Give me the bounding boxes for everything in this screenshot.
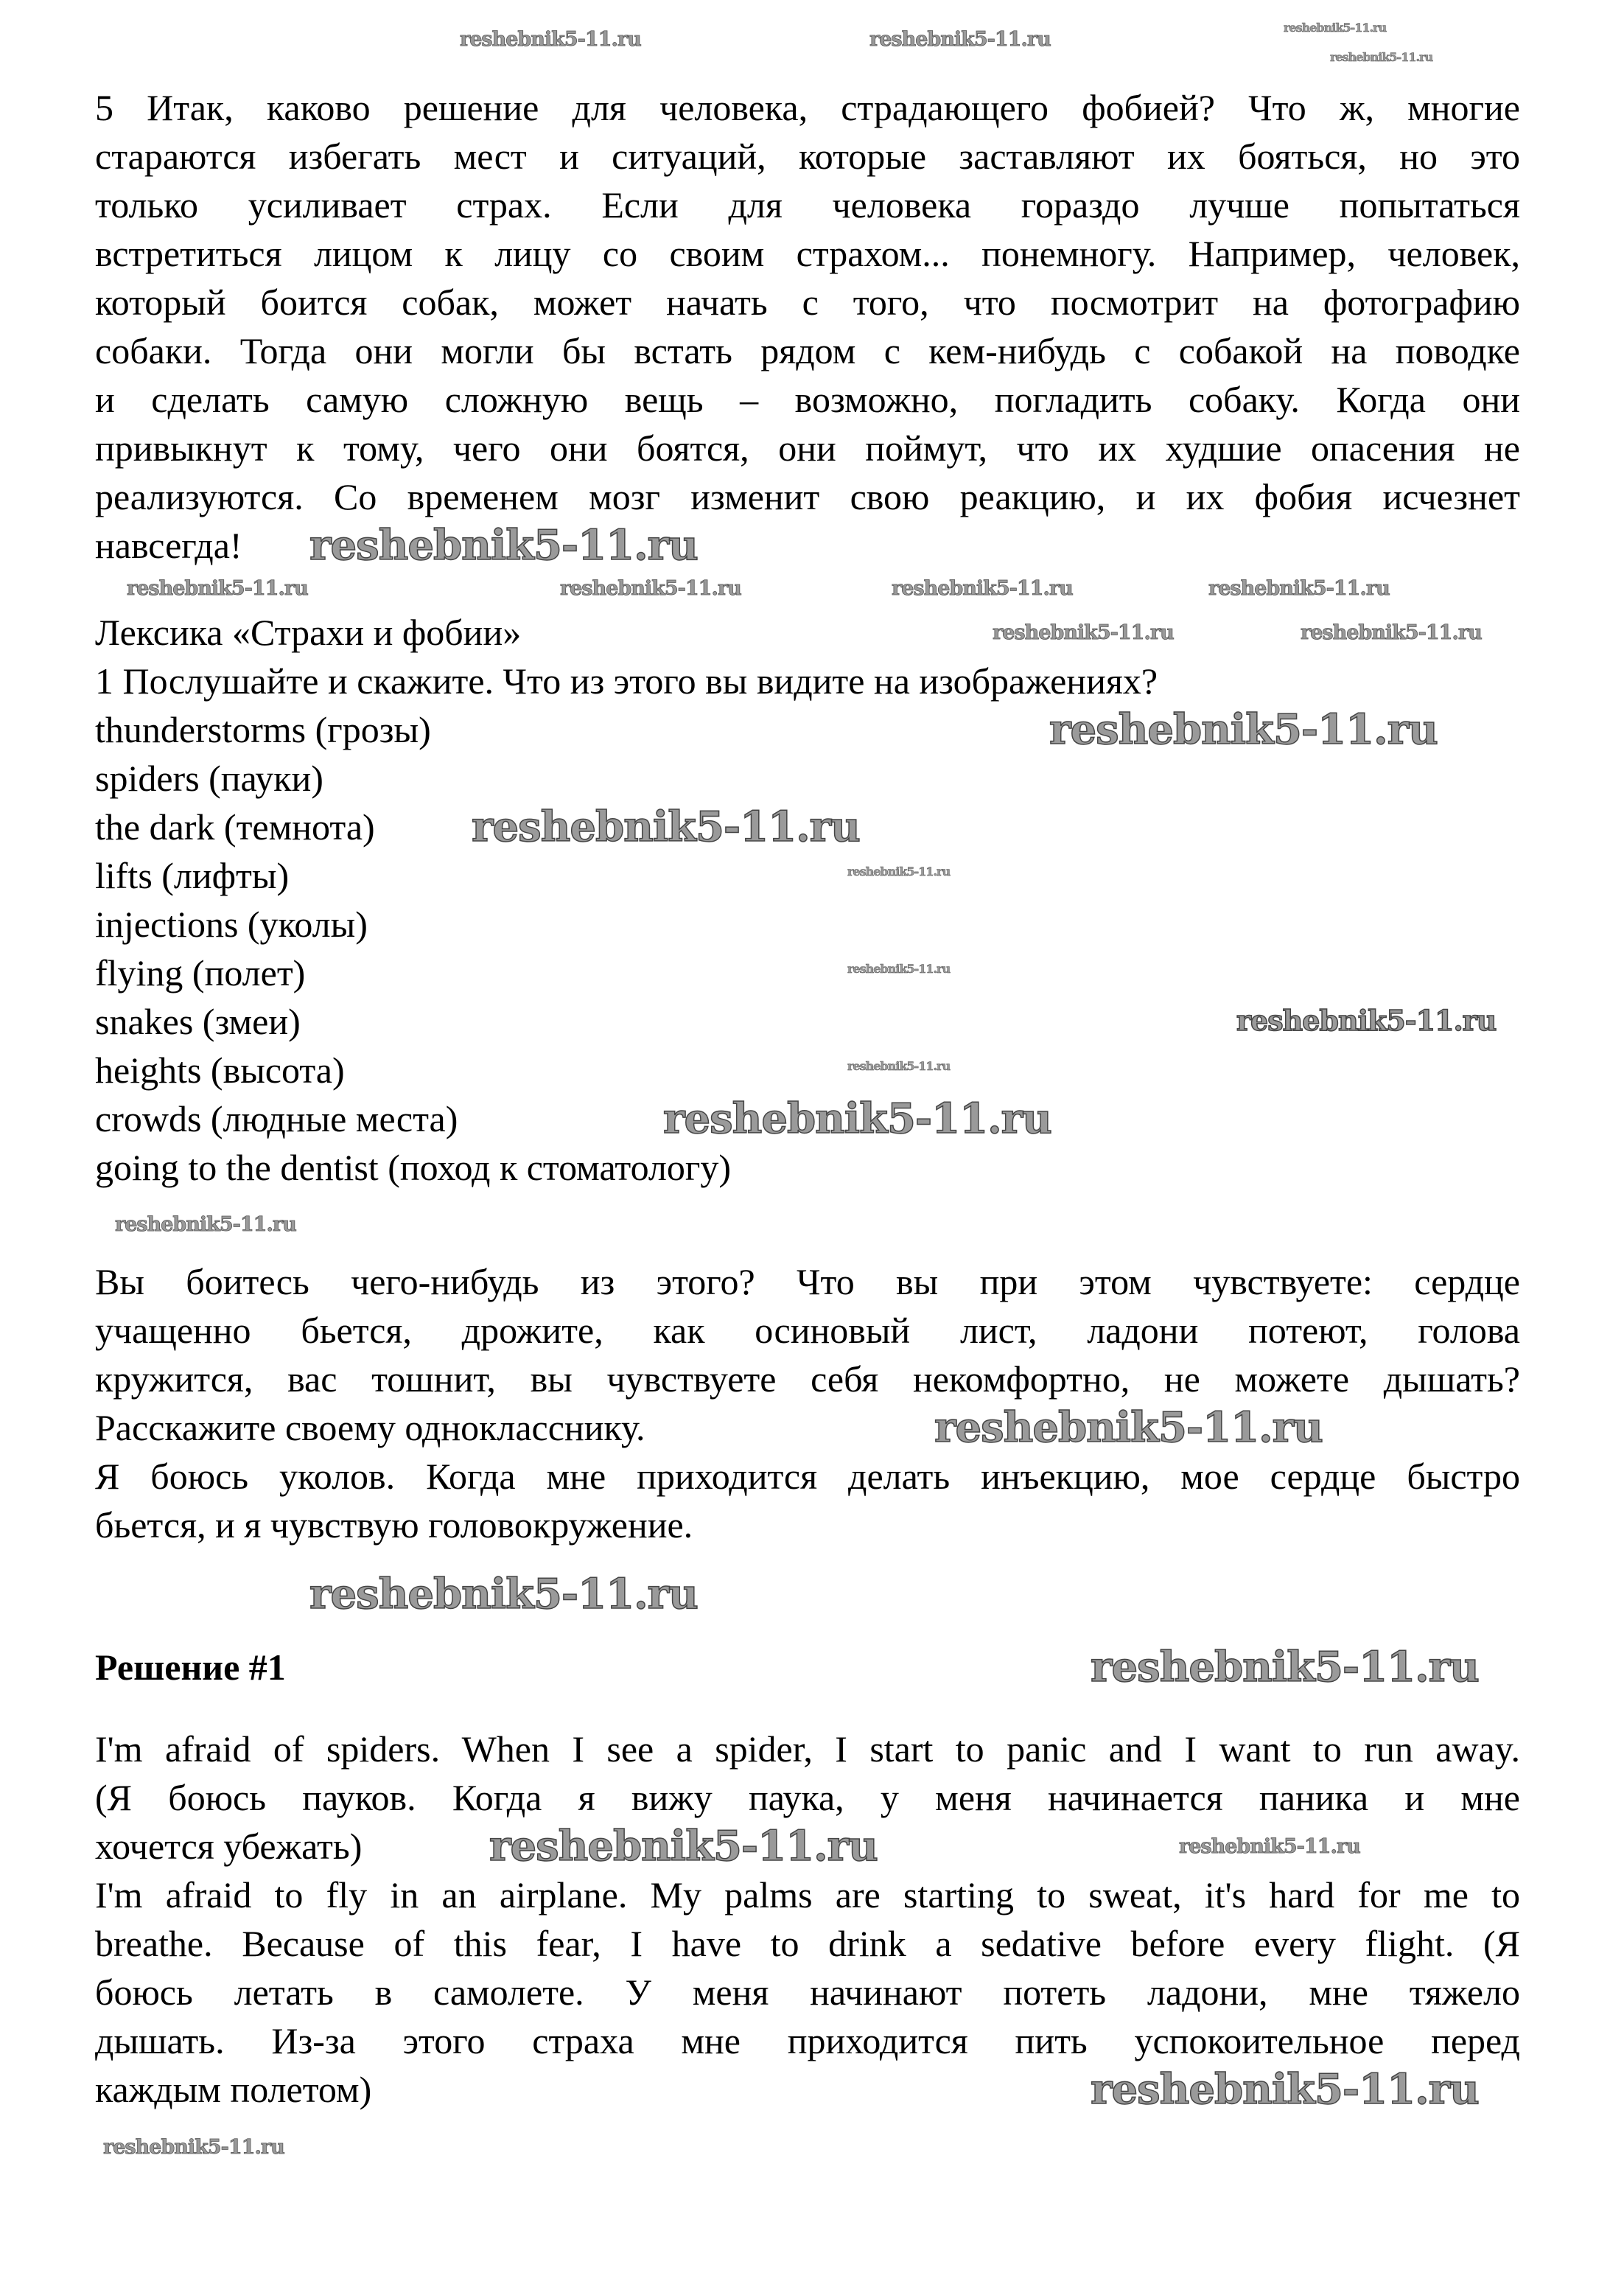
vocab-item: lifts (лифты) [95,855,290,896]
vocab-item: spiders (пауки) [95,758,323,799]
watermark: reshebnik5-11.ru [1179,1835,1360,1858]
watermark: reshebnik5-11.ru [892,577,1073,600]
paragraph-line: стараются избегать мест и ситуаций, которые заставляют их бояться, но это [95,136,1520,177]
paragraph-line: привыкнут к тому, чего они боятся, они поймут, что их худшие опасения не [95,427,1520,469]
watermark: reshebnik5-11.ru [472,803,860,851]
vocab-item: going to the dentist (поход к стоматологу) [95,1147,732,1188]
watermark: reshebnik5-11.ru [1049,705,1438,754]
solution-line: breathe. Because of this fear, I have to drink a sedative before every flight. (Я [95,1923,1520,1964]
vocab-item: flying (полет) [95,952,306,993]
watermark: reshebnik5-11.ru [1091,1643,1479,1691]
paragraph-line: бьется, и я чувствую головокружение. [95,1504,693,1546]
watermark: reshebnik5-11.ru [460,28,641,51]
watermark: reshebnik5-11.ru [309,1570,698,1618]
watermark: reshebnik5-11.ru [993,621,1174,644]
vocab-item: the dark (темнота) [95,806,375,848]
solution-heading: Решение #1 [95,1646,286,1688]
watermark: reshebnik5-11.ru [1236,1004,1497,1037]
vocab-item: injections (уколы) [95,904,368,945]
watermark: reshebnik5-11.ru [934,1403,1323,1452]
watermark: reshebnik5-11.ru [1284,21,1387,35]
watermark: reshebnik5-11.ru [103,2136,284,2159]
watermark: reshebnik5-11.ru [847,865,951,879]
paragraph-line: реализуются. Со временем мозг изменит свою реакцию, и их фобия исчезнет [95,476,1520,517]
solution-line: I'm afraid to fly in an airplane. My palms are starting to sweat, it's hard for me to [95,1874,1520,1915]
watermark: reshebnik5-11.ru [560,577,741,600]
solution-line: дышать. Из-за этого страха мне приходится пить успокоительное перед [95,2020,1520,2061]
watermark: reshebnik5-11.ru [309,521,698,570]
solution-line: I'm afraid of spiders. When I see a spider, I start to panic and I want to run away. [95,1728,1520,1770]
watermark: reshebnik5-11.ru [1330,50,1433,64]
task-instruction: 1 Послушайте и скажите. Что из этого вы видите на изображениях? [95,660,1158,702]
watermark: reshebnik5-11.ru [1208,577,1390,600]
paragraph-line: 5 Итак, каково решение для человека, страдающего фобией? Что ж, многие [95,87,1520,128]
paragraph-line: который боится собак, может начать с того, что посмотрит на фотографию [95,282,1520,323]
paragraph-line: Вы боитесь чего-нибудь из этого? Что вы при этом чувствуете: сердце [95,1261,1520,1302]
watermark: reshebnik5-11.ru [1301,621,1482,644]
paragraph-line: только усиливает страх. Если для человека гораздо лучше попытаться [95,184,1520,226]
watermark: reshebnik5-11.ru [127,577,308,600]
paragraph-line: Расскажите своему однокласснику. [95,1407,645,1448]
solution-line: боюсь летать в самолете. У меня начинают потеть ладони, мне тяжело [95,1972,1520,2013]
vocab-item: snakes (змеи) [95,1001,301,1042]
vocab-item: crowds (людные места) [95,1098,458,1139]
watermark: reshebnik5-11.ru [489,1822,878,1871]
watermark: reshebnik5-11.ru [847,1059,951,1073]
solution-line: (Я боюсь пауков. Когда я вижу паука, у меня начинается паника и мне [95,1777,1520,1818]
section-title: Лексика «Страхи и фобии» [95,612,522,653]
paragraph-line: и сделать самую сложную вещь – возможно, погладить собаку. Когда они [95,379,1520,420]
paragraph-line: встретиться лицом к лицу со своим страхом... понемногу. Например, человек, [95,233,1520,274]
paragraph-line: собаки. Тогда они могли бы встать рядом с кем-нибудь с собакой на поводке [95,330,1520,371]
watermark: reshebnik5-11.ru [869,28,1051,51]
paragraph-line: Я боюсь уколов. Когда мне приходится делать инъекцию, мое сердце быстро [95,1456,1520,1497]
watermark: reshebnik5-11.ru [115,1213,296,1236]
watermark: reshebnik5-11.ru [1091,2065,1479,2114]
watermark: reshebnik5-11.ru [847,962,951,976]
solution-line: хочется убежать) [95,1826,363,1867]
watermark: reshebnik5-11.ru [663,1094,1051,1143]
paragraph-line: навсегда! [95,525,242,566]
paragraph-line: кружится, вас тошнит, вы чувствуете себя некомфортно, не можете дышать? [95,1358,1520,1400]
solution-line: каждым полетом) [95,2069,372,2110]
paragraph-line: учащенно бьется, дрожите, как осиновый лист, ладони потеют, голова [95,1310,1520,1351]
vocab-item: thunderstorms (грозы) [95,709,431,750]
vocab-item: heights (высота) [95,1050,345,1091]
